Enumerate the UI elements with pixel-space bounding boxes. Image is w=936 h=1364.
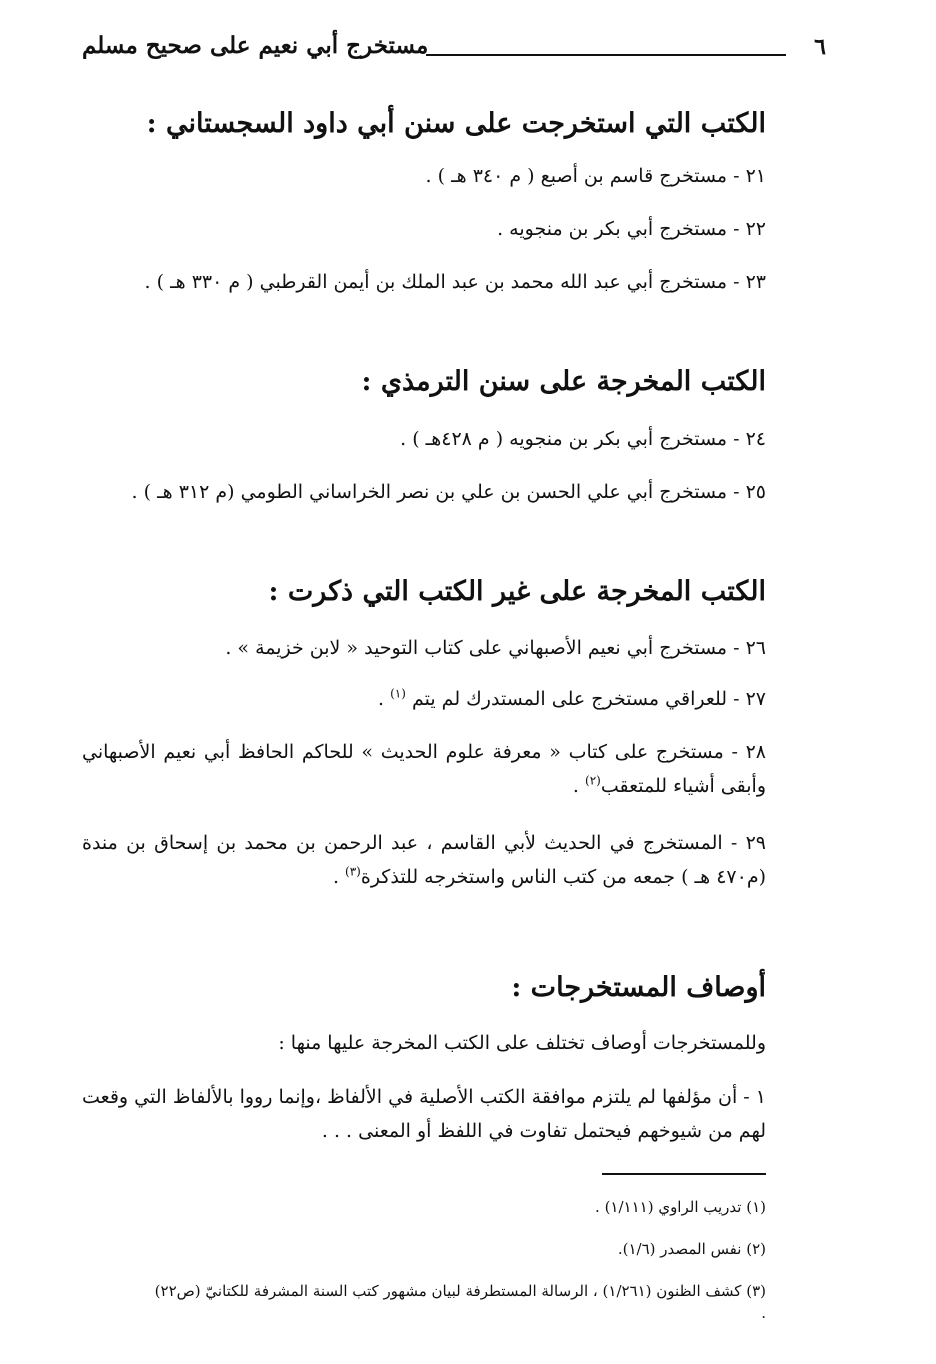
section-abu-dawud <box>82 98 766 150</box>
list-item <box>82 479 766 531</box>
item-28-text: ٢٨ - مستخرج على كتاب « معرفة علوم الحديث » للحاكم الحافظ أبي نعيم الأصبهاني وأبقى أشياء للمتعقب <box>82 741 766 797</box>
section-intro <box>82 1030 766 1082</box>
item-25: ٢٥ - مستخرج أبي علي الحسن بن علي بن نصر الخراساني الطومي (م ٣١٢ هـ ) . <box>131 481 766 503</box>
footnote-ref-3: (٣) <box>345 864 361 879</box>
footnote-ref-2: (٢) <box>585 773 601 788</box>
item-22: ٢٢ - مستخرج أبي بكر بن منجويه . <box>497 218 766 240</box>
list-item <box>82 163 766 215</box>
item-26: ٢٦ - مستخرج أبي نعيم الأصبهاني على كتاب التوحيد « لابن خزيمة » . <box>225 637 766 659</box>
list-item <box>82 635 766 687</box>
item-27-dot: . <box>378 688 385 710</box>
item-27 <box>82 686 766 712</box>
list-item <box>82 216 766 268</box>
intro-paragraph: وللمستخرجات أوصاف تختلف على الكتب المخرجة عليها منها : <box>278 1032 766 1054</box>
footnote-separator <box>602 1173 766 1175</box>
item-1: ١ - أن مؤلفها لم يلتزم موافقة الكتب الأصلية في الألفاظ ،وإنما رووا بالألفاظ التي وقعت لهم من شيوخهم فيحتمل تفاوت في اللفظ أو المعنى . . . <box>82 1086 766 1142</box>
item-29-dot: . <box>332 866 346 888</box>
list-item <box>82 735 766 817</box>
item-24: ٢٤ - مستخرج أبي بكر بن منجويه ( م ٤٢٨هـ ) . <box>400 428 766 450</box>
item-27-text: ٢٧ - للعراقي مستخرج على المستدرك لم يتم <box>411 688 766 710</box>
item-29-text: ٢٩ - المستخرج في الحديث لأبي القاسم ، عبد الرحمن بن محمد بن إسحاق بن مندة (م٤٧٠ هـ ) جمعه من كتب الناس واستخرجه للتذكرة <box>82 832 766 888</box>
section-descriptions <box>82 962 766 1014</box>
item-28 <box>82 735 766 803</box>
list-item <box>82 426 766 478</box>
list-item <box>82 686 766 712</box>
footnote-ref-1: (١) <box>390 686 406 701</box>
section-heading: الكتب التي استخرجت على سنن أبي داود السجستاني : <box>146 108 766 139</box>
list-item <box>82 269 766 321</box>
section-other-books <box>82 566 766 618</box>
item-23: ٢٣ - مستخرج أبي عبد الله محمد بن عبد الملك بن أيمن القرطبي ( م ٣٣٠ هـ ) . <box>144 271 766 293</box>
section-heading: الكتب المخرجة على غير الكتب التي ذكرت : <box>268 576 766 607</box>
list-item <box>82 826 766 908</box>
section-heading: الكتب المخرجة على سنن الترمذي : <box>361 366 766 397</box>
page-number: ٦ <box>814 34 826 60</box>
footnote-1: (١) تدريب الراوي (١/١١١) . <box>595 1198 766 1216</box>
running-header <box>82 30 826 74</box>
section-tirmidhi <box>82 356 766 408</box>
footnote-3: (٣) كشف الظنون (١/٢٦١) ، الرسالة المستطرفة لبيان مشهور كتب السنة المشرفة للكتانيّ (ص٢٢) . <box>154 1282 766 1322</box>
list-item <box>82 1080 766 1162</box>
item-21: ٢١ - مستخرج قاسم بن أصبع ( م ٣٤٠ هـ ) . <box>425 165 766 187</box>
footnote-2: (٢) نفس المصدر (١/٦). <box>617 1240 766 1258</box>
running-title: مستخرج أبي نعيم على صحيح مسلم <box>82 32 429 59</box>
item-29 <box>82 826 766 894</box>
item-28-dot: . <box>572 775 586 797</box>
header-rule <box>426 54 786 56</box>
section-heading: أوصاف المستخرجات : <box>511 972 766 1003</box>
footnotes <box>150 1196 766 1344</box>
